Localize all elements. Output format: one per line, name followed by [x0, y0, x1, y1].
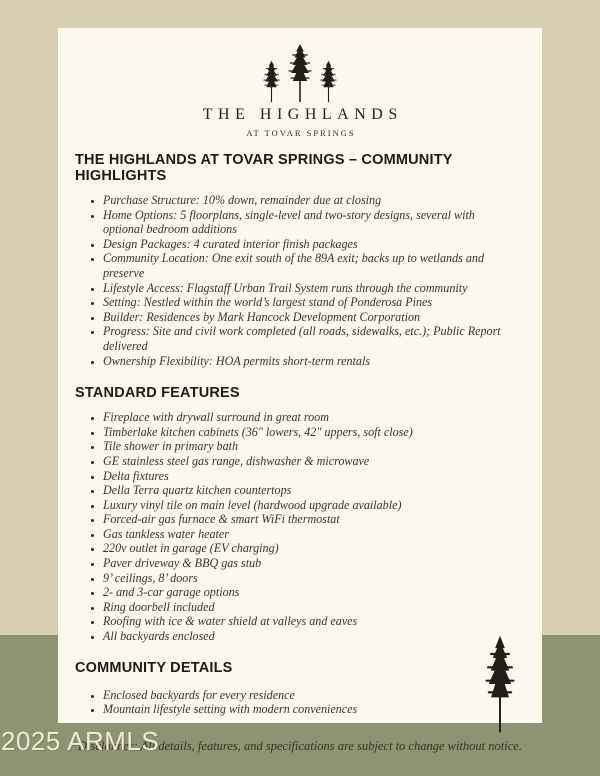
pine-tree-icon: [320, 60, 337, 103]
list-item: • Setting: Nestled within the world’s largest stand of Ponderosa Pines: [103, 295, 513, 310]
disclaimer-text: Disclaimer: All details, features, and specifications are subject to change without notice.: [78, 739, 522, 753]
logo-title: THE HIGHLANDS: [202, 106, 403, 123]
list-item: • Lifestyle Access: Flagstaff Urban Trail System runs through the community: [103, 281, 513, 296]
list-item: • 220v outlet in garage (EV charging): [103, 541, 513, 556]
section-standard-features: [75, 385, 526, 644]
bullet-list: [75, 410, 513, 644]
list-item: • Delta fixtures: [103, 469, 513, 484]
armls-watermark: 2025 ARMLS: [1, 726, 160, 756]
bullet-list: [75, 688, 513, 717]
list-item: • Forced-air gas furnace & smart WiFi thermostat: [103, 512, 513, 527]
list-item: • Mountain lifestyle setting with modern conveniences: [103, 702, 513, 717]
pine-tree-icon: [263, 60, 280, 103]
section-heading: COMMUNITY DETAILS: [75, 659, 233, 676]
list-item: • GE stainless steel gas range, dishwasher & microwave: [103, 454, 513, 469]
list-item: • Paver driveway & BBQ gas stub: [103, 556, 513, 571]
logo-trees: [58, 43, 542, 103]
list-item: • Builder: Residences by Mark Hancock Development Corporation: [103, 310, 513, 325]
list-item: • All backyards enclosed: [103, 629, 513, 644]
list-item: • Progress: Site and civil work completed (all roads, sidewalks, etc.); Public Report delivered: [103, 324, 513, 353]
list-item: • Fireplace with drywall surround in great room: [103, 410, 513, 425]
list-item: • Tile shower in primary bath: [103, 439, 513, 454]
pine-tree-icon: [288, 43, 312, 103]
flyer-document: [58, 28, 542, 723]
list-item: • Gas tankless water heater: [103, 527, 513, 542]
list-item: • Della Terra quartz kitchen countertops: [103, 483, 513, 498]
list-item: • Ownership Flexibility: HOA permits short-term rentals: [103, 354, 513, 369]
list-item: • Home Options: 5 floorplans, single-level and two-story designs, several with optional bedroom additions: [103, 208, 513, 237]
list-item: • 2- and 3-car garage options: [103, 585, 513, 600]
pine-tree-icon: [485, 634, 515, 734]
list-item: • Community Location: One exit south of the 89A exit; backs up to wetlands and preserve: [103, 251, 513, 280]
list-item: • Roofing with ice & water shield at valleys and eaves: [103, 614, 513, 629]
list-item: • Enclosed backyards for every residence: [103, 688, 513, 703]
bullet-list: [75, 193, 513, 368]
list-item: • Timberlake kitchen cabinets (36" lowers, 42" uppers, soft close): [103, 425, 513, 440]
list-item: • Luxury vinyl tile on main level (hardwood upgrade available): [103, 498, 513, 513]
section-heading: STANDARD FEATURES: [75, 385, 240, 402]
logo-subtitle: AT TOVAR SPRINGS: [246, 128, 356, 138]
list-item: • 9’ ceilings, 8’ doors: [103, 571, 513, 586]
section-community-highlights: [75, 152, 526, 368]
list-item: • Design Packages: 4 curated interior finish packages: [103, 237, 513, 252]
logo: [58, 28, 542, 138]
list-item: • Ring doorbell included: [103, 600, 513, 615]
list-item: • Purchase Structure: 10% down, remainder due at closing: [103, 193, 513, 208]
section-community-details: [75, 660, 526, 717]
section-heading: THE HIGHLANDS AT TOVAR SPRINGS – COMMUNITY HIGHLIGHTS: [75, 152, 453, 184]
